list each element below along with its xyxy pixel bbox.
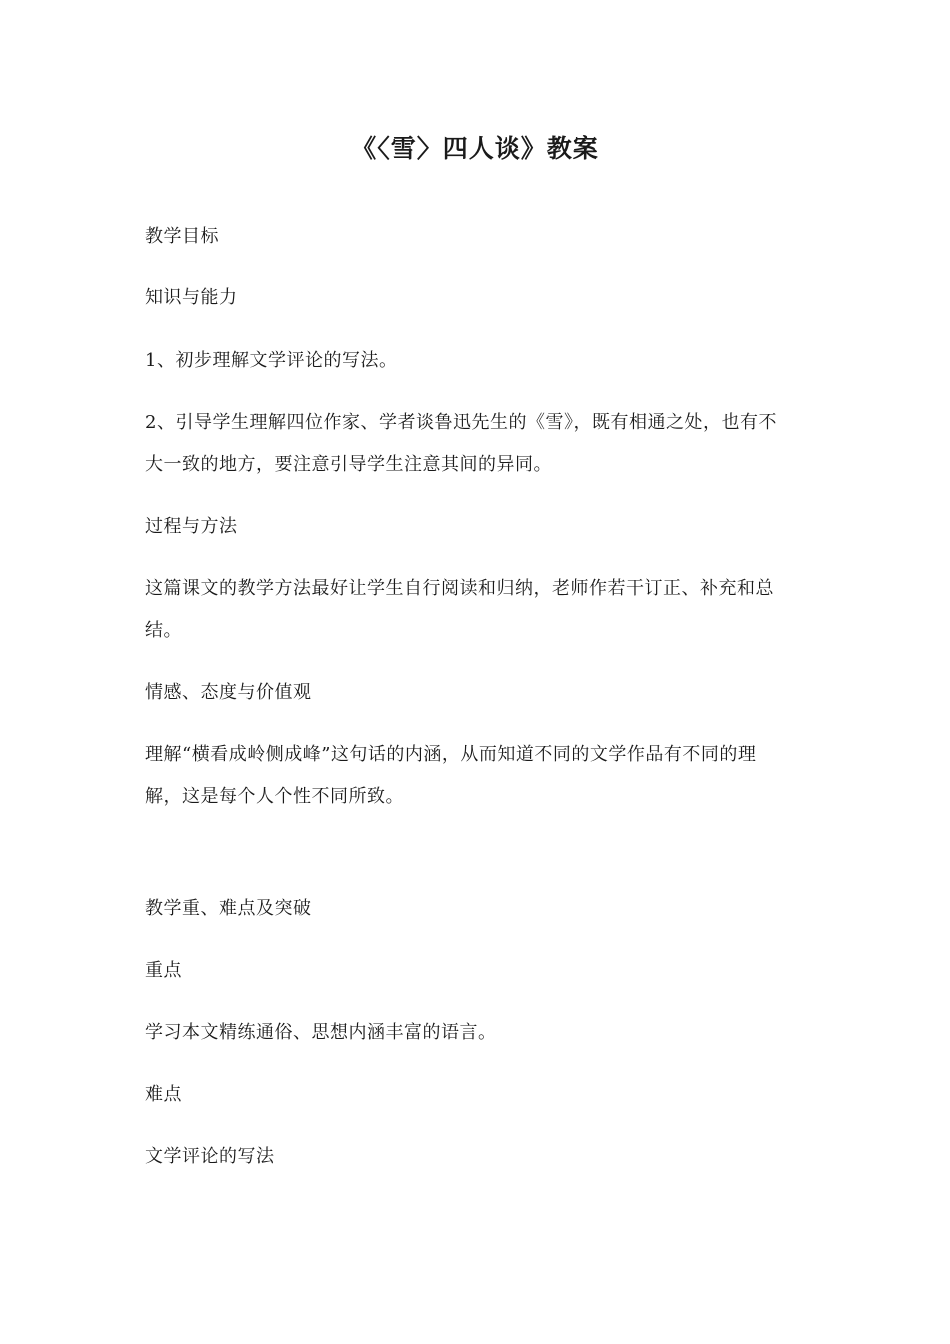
knowledge-item-1: 1、初步理解文学评论的写法。 [145,350,398,371]
key-point-heading: 重点 [145,960,182,981]
knowledge-item-2-line-1: 2、引导学生理解四位作家、学者谈鲁迅先生的《雪》，既有相通之处，也有不 [145,412,777,433]
knowledge-heading: 知识与能力 [145,287,238,308]
knowledge-item-2-line-2: 大一致的地方，要注意引导学生注意其间的异同。 [145,454,552,475]
objectives-heading: 教学目标 [145,226,219,247]
emotion-heading: 情感、态度与价值观 [145,682,312,703]
emotion-text-line-1: 理解“横看成岭侧成峰”这句话的内涵，从而知道不同的文学作品有不同的理 [145,744,757,765]
process-heading: 过程与方法 [145,516,238,537]
process-text-line-1: 这篇课文的教学方法最好让学生自行阅读和归纳，老师作若干订正、补充和总 [145,578,774,599]
difficulty-text: 文学评论的写法 [145,1146,275,1167]
emotion-text-line-2: 解，这是每个人个性不同所致。 [145,786,404,807]
difficulty-heading: 难点 [145,1084,182,1105]
focus-heading: 教学重、难点及突破 [145,898,312,919]
key-point-text: 学习本文精练通俗、思想内涵丰富的语言。 [145,1022,497,1043]
document-title: 《〈雪〉四人谈》教案 [351,134,599,163]
process-text-line-2: 结。 [145,620,182,641]
